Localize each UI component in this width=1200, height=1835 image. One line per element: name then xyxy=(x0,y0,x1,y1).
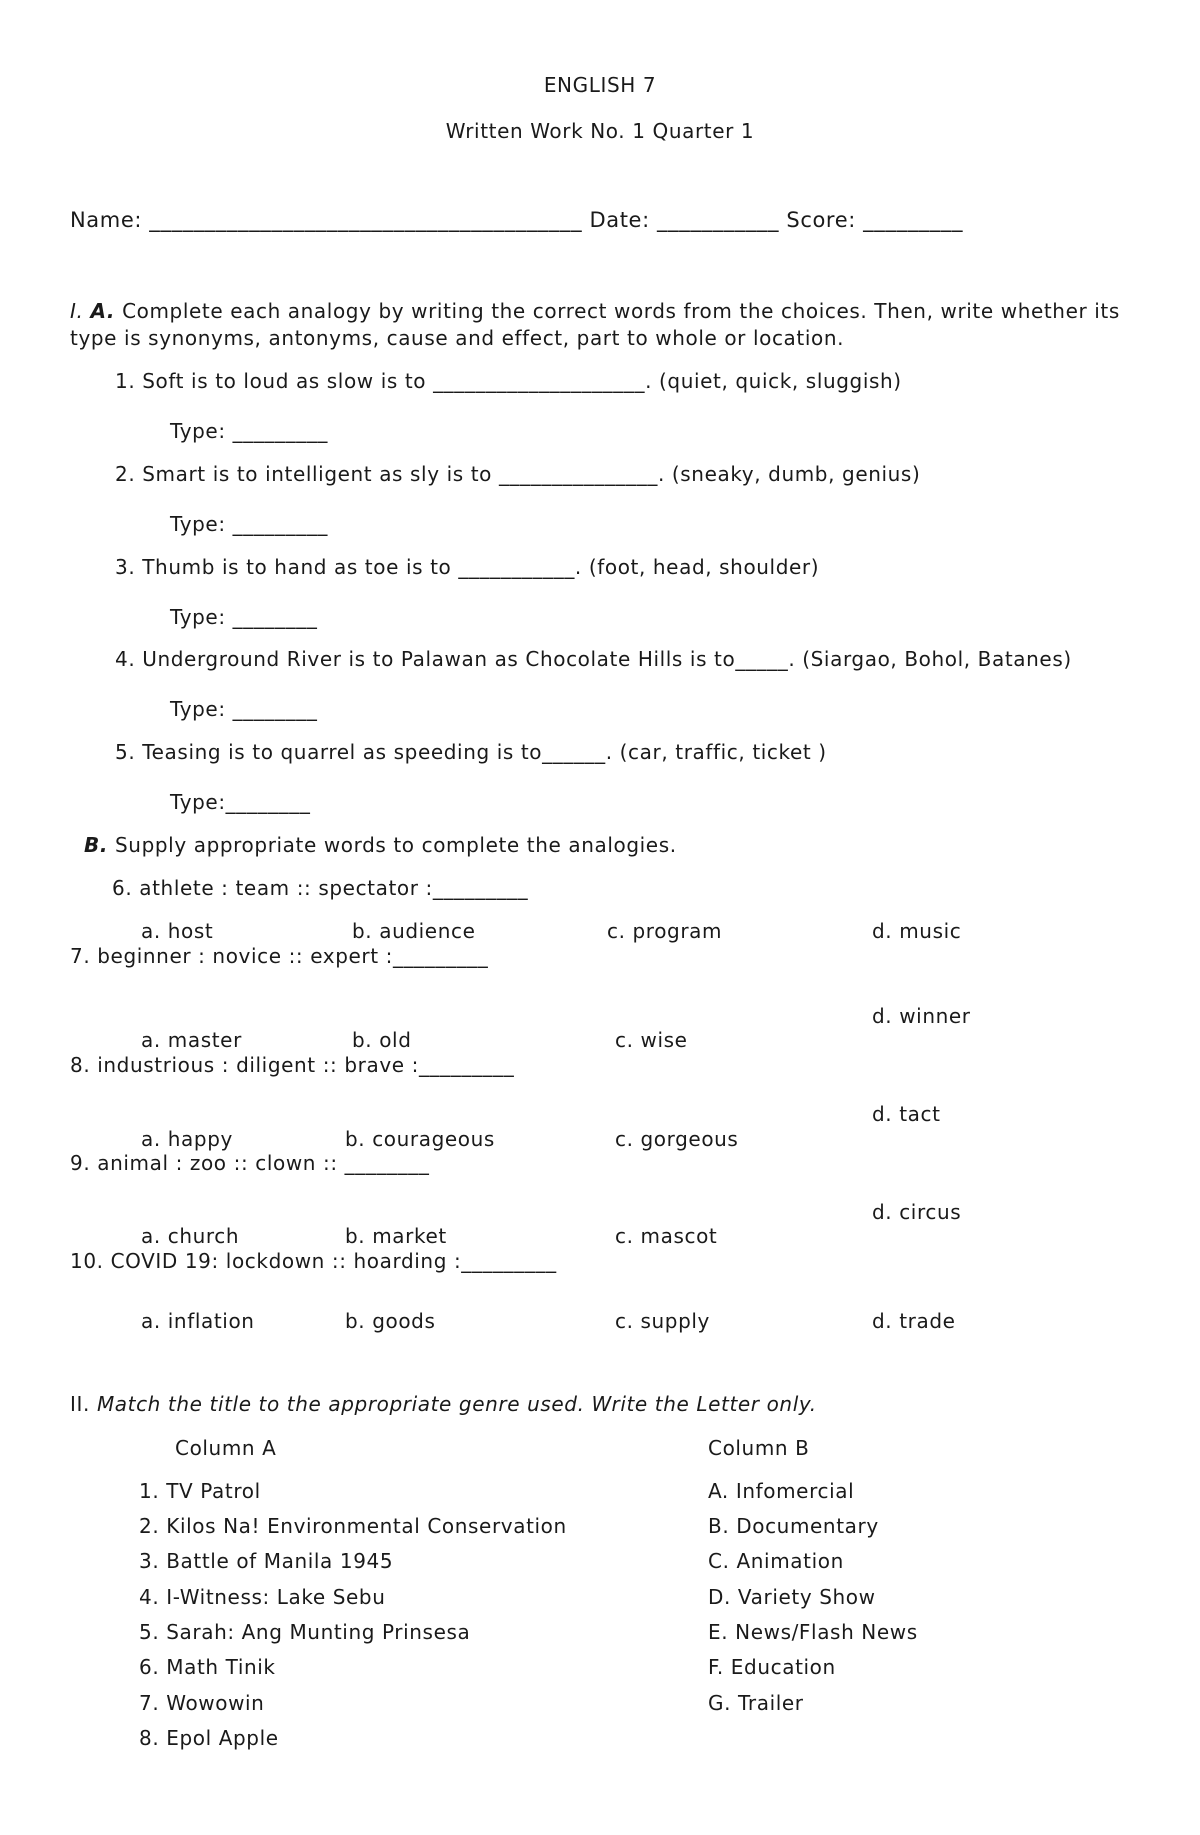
column-b-item-a: A. Infomercial xyxy=(708,1479,855,1503)
part2-instruction xyxy=(70,1393,817,1416)
supply-item-9: 9. animal : zoo :: clown :: ________ xyxy=(70,1151,430,1175)
page-subtitle: Written Work No. 1 Quarter 1 xyxy=(445,119,755,143)
part2-label: II. xyxy=(70,1392,90,1416)
analogy-type-5: Type:________ xyxy=(170,790,311,814)
column-a-item-1: 1. TV Patrol xyxy=(139,1479,261,1503)
column-b-header: Column B xyxy=(708,1436,810,1460)
choice-10a: a. inflation xyxy=(141,1309,255,1333)
choice-6a: a. host xyxy=(141,919,214,943)
column-b-item-e: E. News/Flash News xyxy=(708,1620,918,1644)
choice-9d: d. circus xyxy=(872,1200,962,1224)
part1-roman-label: I. xyxy=(70,299,84,323)
choice-9b: b. market xyxy=(345,1224,447,1248)
part1-b-heading xyxy=(84,834,677,857)
choice-9c: c. mascot xyxy=(615,1224,718,1248)
choice-6c: c. program xyxy=(607,919,723,943)
analogy-type-4: Type: ________ xyxy=(170,697,318,721)
analogy-type-3: Type: ________ xyxy=(170,605,318,629)
choice-7c: c. wise xyxy=(615,1028,688,1052)
part1-a-instruction-text: Complete each analogy by writing the correct words from the choices. Then, write whether its type is synonyms, antonyms, cause and effect, part to whole or location. xyxy=(70,299,1120,350)
column-a-item-7: 7. Wowowin xyxy=(139,1691,265,1715)
choice-8c: c. gorgeous xyxy=(615,1127,739,1151)
column-b-item-g: G. Trailer xyxy=(708,1691,804,1715)
part2-instruction-text: Match the title to the appropriate genre used. Write the Letter only. xyxy=(96,1392,817,1416)
supply-item-8: 8. industrious : diligent :: brave :_________ xyxy=(70,1053,515,1077)
column-a-header: Column A xyxy=(175,1436,277,1460)
choice-6b: b. audience xyxy=(352,919,476,943)
choice-7b: b. old xyxy=(352,1028,412,1052)
analogy-item-5: 5. Teasing is to quarrel as speeding is to______. (car, traffic, ticket ) xyxy=(115,740,827,764)
column-a-item-8: 8. Epol Apple xyxy=(139,1726,279,1750)
choice-9a: a. church xyxy=(141,1224,240,1248)
analogy-item-3: 3. Thumb is to hand as toe is to ___________. (foot, head, shoulder) xyxy=(115,555,820,579)
supply-item-6: 6. athlete : team :: spectator :_________ xyxy=(112,876,529,900)
part1-instruction xyxy=(70,298,1150,352)
column-a-item-2: 2. Kilos Na! Environmental Conservation xyxy=(139,1514,567,1538)
choice-10b: b. goods xyxy=(345,1309,436,1333)
column-a-item-6: 6. Math Tinik xyxy=(139,1655,276,1679)
supply-item-7: 7. beginner : novice :: expert :_________ xyxy=(70,944,489,968)
part1-a-label: A. xyxy=(90,299,116,323)
page-title: ENGLISH 7 xyxy=(543,73,657,97)
column-a-item-3: 3. Battle of Manila 1945 xyxy=(139,1549,394,1573)
column-a-item-4: 4. I-Witness: Lake Sebu xyxy=(139,1585,386,1609)
analogy-item-1: 1. Soft is to loud as slow is to ____________________. (quiet, quick, sluggish) xyxy=(115,369,902,393)
column-b-item-c: C. Animation xyxy=(708,1549,844,1573)
analogy-item-2: 2. Smart is to intelligent as sly is to _______________. (sneaky, dumb, genius) xyxy=(115,462,921,486)
supply-item-10: 10. COVID 19: lockdown :: hoarding :_________ xyxy=(70,1249,557,1273)
choice-8b: b. courageous xyxy=(345,1127,495,1151)
choice-7a: a. master xyxy=(141,1028,242,1052)
column-b-item-f: F. Education xyxy=(708,1655,836,1679)
part1-b-label: B. xyxy=(84,833,109,857)
choice-8a: a. happy xyxy=(141,1127,233,1151)
analogy-type-1: Type: _________ xyxy=(170,419,329,443)
column-b-item-d: D. Variety Show xyxy=(708,1585,876,1609)
choice-7d: d. winner xyxy=(872,1004,971,1028)
student-info-line: Name: _______________________________________ Date: ___________ Score: _________ xyxy=(70,208,964,232)
column-b-item-b: B. Documentary xyxy=(708,1514,879,1538)
analogy-type-2: Type: _________ xyxy=(170,512,329,536)
column-a-item-5: 5. Sarah: Ang Munting Prinsesa xyxy=(139,1620,471,1644)
analogy-item-4: 4. Underground River is to Palawan as Chocolate Hills is to_____. (Siargao, Bohol, Batanes) xyxy=(115,647,1072,671)
choice-8d: d. tact xyxy=(872,1102,941,1126)
choice-10c: c. supply xyxy=(615,1309,710,1333)
choice-10d: d. trade xyxy=(872,1309,956,1333)
part1-b-instruction-text: Supply appropriate words to complete the analogies. xyxy=(115,833,677,857)
choice-6d: d. music xyxy=(872,919,962,943)
